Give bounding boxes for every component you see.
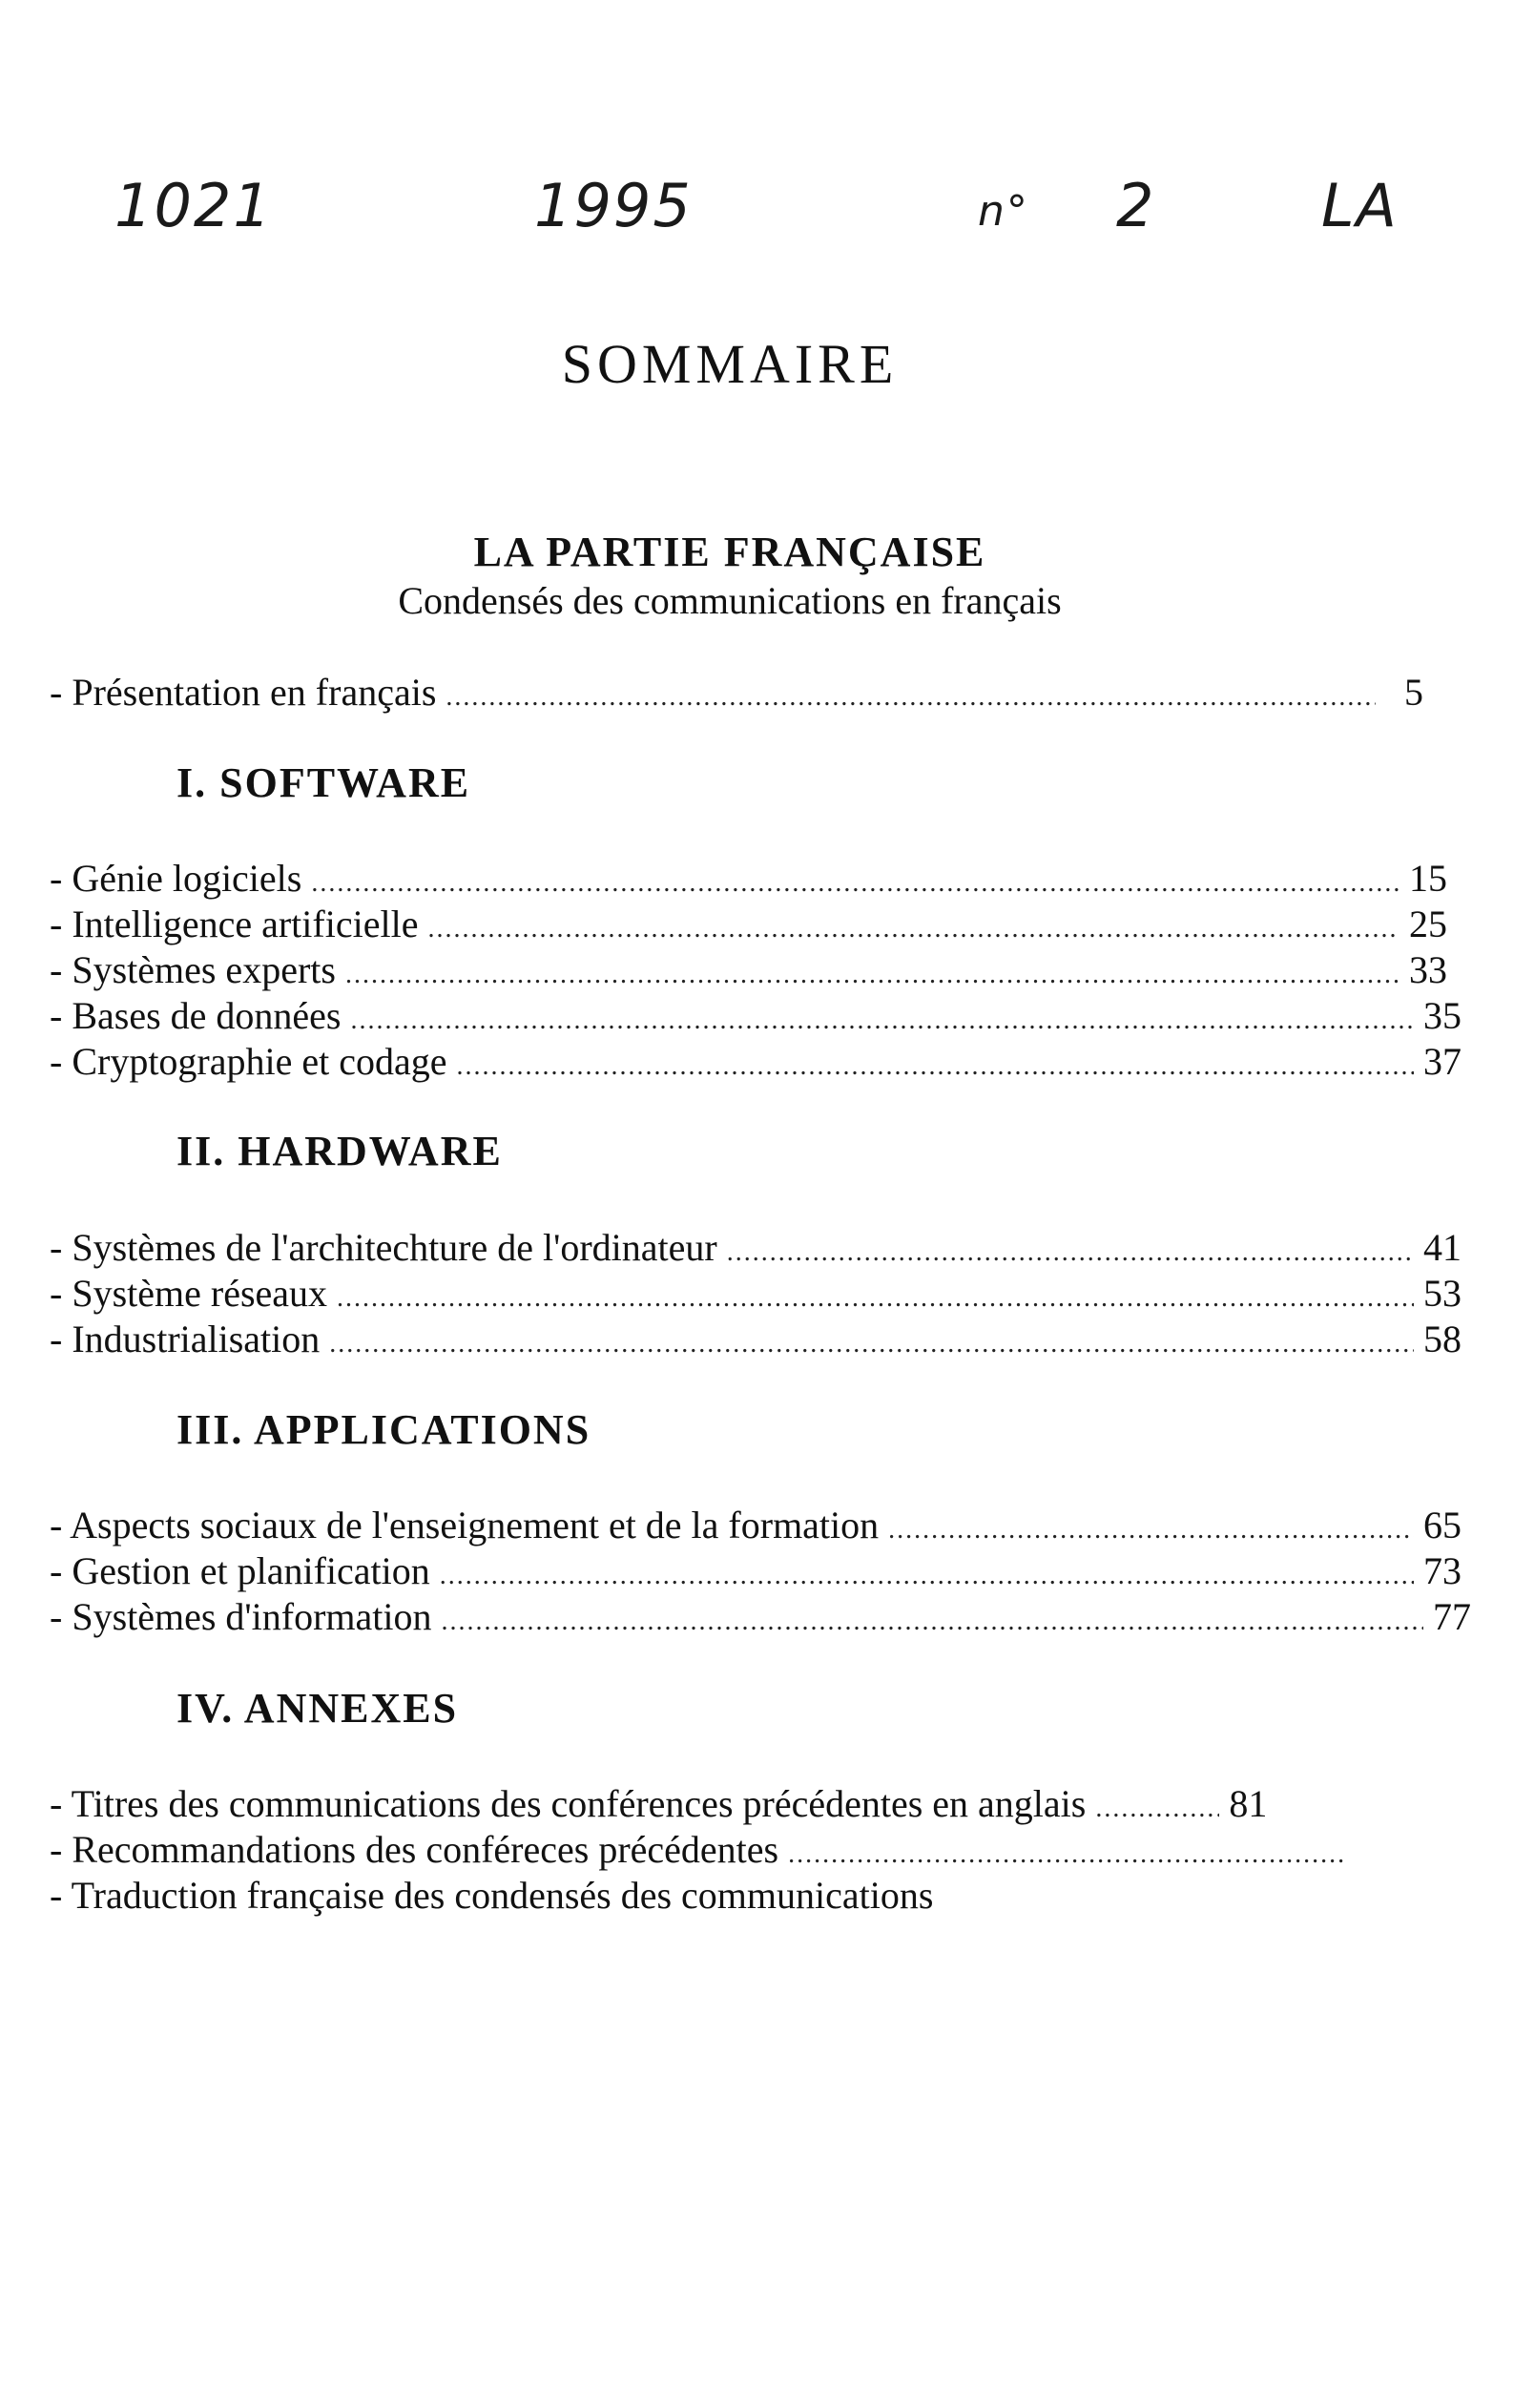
toc-entry bbox=[50, 1317, 1461, 1364]
section-heading-applications: III. APPLICATIONS bbox=[176, 1406, 591, 1453]
toc-entry bbox=[50, 947, 1447, 995]
toc-entry bbox=[50, 1503, 1461, 1550]
toc-entry-page: 53 bbox=[1423, 1272, 1461, 1315]
toc-entry-page: 37 bbox=[1423, 1040, 1461, 1083]
toc-entry-label: - Aspects sociaux de l'enseignement et de la formation bbox=[50, 1504, 880, 1547]
toc-entry-label: - Génie logiciels bbox=[50, 857, 302, 900]
toc-entry-page: 35 bbox=[1423, 994, 1461, 1037]
toc-entry-label: - Système réseaux bbox=[50, 1272, 328, 1315]
dot-leader bbox=[427, 913, 1399, 945]
toc-entry bbox=[50, 993, 1461, 1041]
toc-entry bbox=[50, 1873, 1461, 1920]
toc-entry-page: 81 bbox=[1229, 1782, 1268, 1825]
dot-leader bbox=[329, 1328, 1414, 1360]
toc-entry-page: 5 bbox=[1404, 671, 1423, 714]
toc-entry bbox=[50, 1271, 1461, 1318]
handwritten-mark: LA bbox=[1321, 171, 1399, 240]
toc-entry bbox=[50, 856, 1447, 903]
toc-entry-label: - Systèmes de l'architechture de l'ordinateur bbox=[50, 1226, 717, 1269]
dot-leader bbox=[442, 1606, 1424, 1638]
dot-leader bbox=[311, 867, 1399, 900]
toc-entry-page: 33 bbox=[1409, 948, 1447, 991]
toc-entry-page: 15 bbox=[1409, 857, 1447, 900]
toc-entry bbox=[50, 1225, 1461, 1273]
toc-entry bbox=[50, 902, 1447, 949]
toc-entry-label: - Industrialisation bbox=[50, 1318, 321, 1360]
toc-entry-label: - Traduction française des condensés des communications bbox=[50, 1874, 934, 1917]
toc-entry-page: 73 bbox=[1423, 1549, 1461, 1592]
toc-entry-label: - Gestion et planification bbox=[50, 1549, 430, 1592]
handwritten-number-label: n° bbox=[978, 187, 1029, 236]
toc-entry-label: - Titres des communications des conférences précédentes en anglais bbox=[50, 1782, 1087, 1825]
toc-entry-page: 25 bbox=[1409, 903, 1447, 945]
toc-entry bbox=[50, 1039, 1461, 1087]
dot-leader bbox=[1095, 1793, 1219, 1825]
section-heading-software: I. SOFTWARE bbox=[176, 759, 471, 806]
toc-entry-page: 77 bbox=[1433, 1595, 1471, 1638]
handwritten-year: 1995 bbox=[534, 171, 693, 240]
section-heading-hardware: II. HARDWARE bbox=[176, 1128, 503, 1174]
toc-entry-label: - Recommandations des conféreces précédentes bbox=[50, 1828, 779, 1871]
handwritten-code: 1021 bbox=[114, 171, 273, 240]
dot-leader bbox=[888, 1514, 1414, 1547]
toc-entry-label: - Intelligence artificielle bbox=[50, 903, 419, 945]
toc-entry bbox=[50, 1781, 1452, 1829]
toc-entry bbox=[50, 1594, 1471, 1642]
dot-leader bbox=[446, 681, 1376, 714]
toc-entry-page: 65 bbox=[1423, 1504, 1461, 1547]
toc-entry-presentation bbox=[50, 670, 1423, 717]
dot-leader bbox=[440, 1560, 1414, 1592]
part-subtitle: Condensés des communications en français bbox=[398, 579, 1062, 622]
dot-leader bbox=[350, 1005, 1414, 1037]
page-title: SOMMAIRE bbox=[561, 333, 899, 395]
toc-entry-page: 58 bbox=[1423, 1318, 1461, 1360]
toc-entry bbox=[50, 1548, 1461, 1596]
toc-entry-label: - Systèmes d'information bbox=[50, 1595, 432, 1638]
dot-leader bbox=[457, 1050, 1414, 1083]
handwritten-number: 2 bbox=[1116, 171, 1156, 240]
toc-entry bbox=[50, 1827, 1395, 1875]
dot-leader bbox=[788, 1838, 1347, 1871]
dot-leader bbox=[337, 1282, 1414, 1315]
toc-entry-page: 41 bbox=[1423, 1226, 1461, 1269]
toc-entry-label: - Systèmes experts bbox=[50, 948, 336, 991]
section-heading-annexes: IV. ANNEXES bbox=[176, 1685, 459, 1732]
toc-entry-label: - Bases de données bbox=[50, 994, 342, 1037]
dot-leader bbox=[345, 959, 1399, 991]
dot-leader bbox=[727, 1236, 1414, 1269]
toc-entry-label: - Présentation en français bbox=[50, 671, 437, 714]
part-title: LA PARTIE FRANÇAISE bbox=[473, 529, 986, 575]
toc-entry-label: - Cryptographie et codage bbox=[50, 1040, 447, 1083]
